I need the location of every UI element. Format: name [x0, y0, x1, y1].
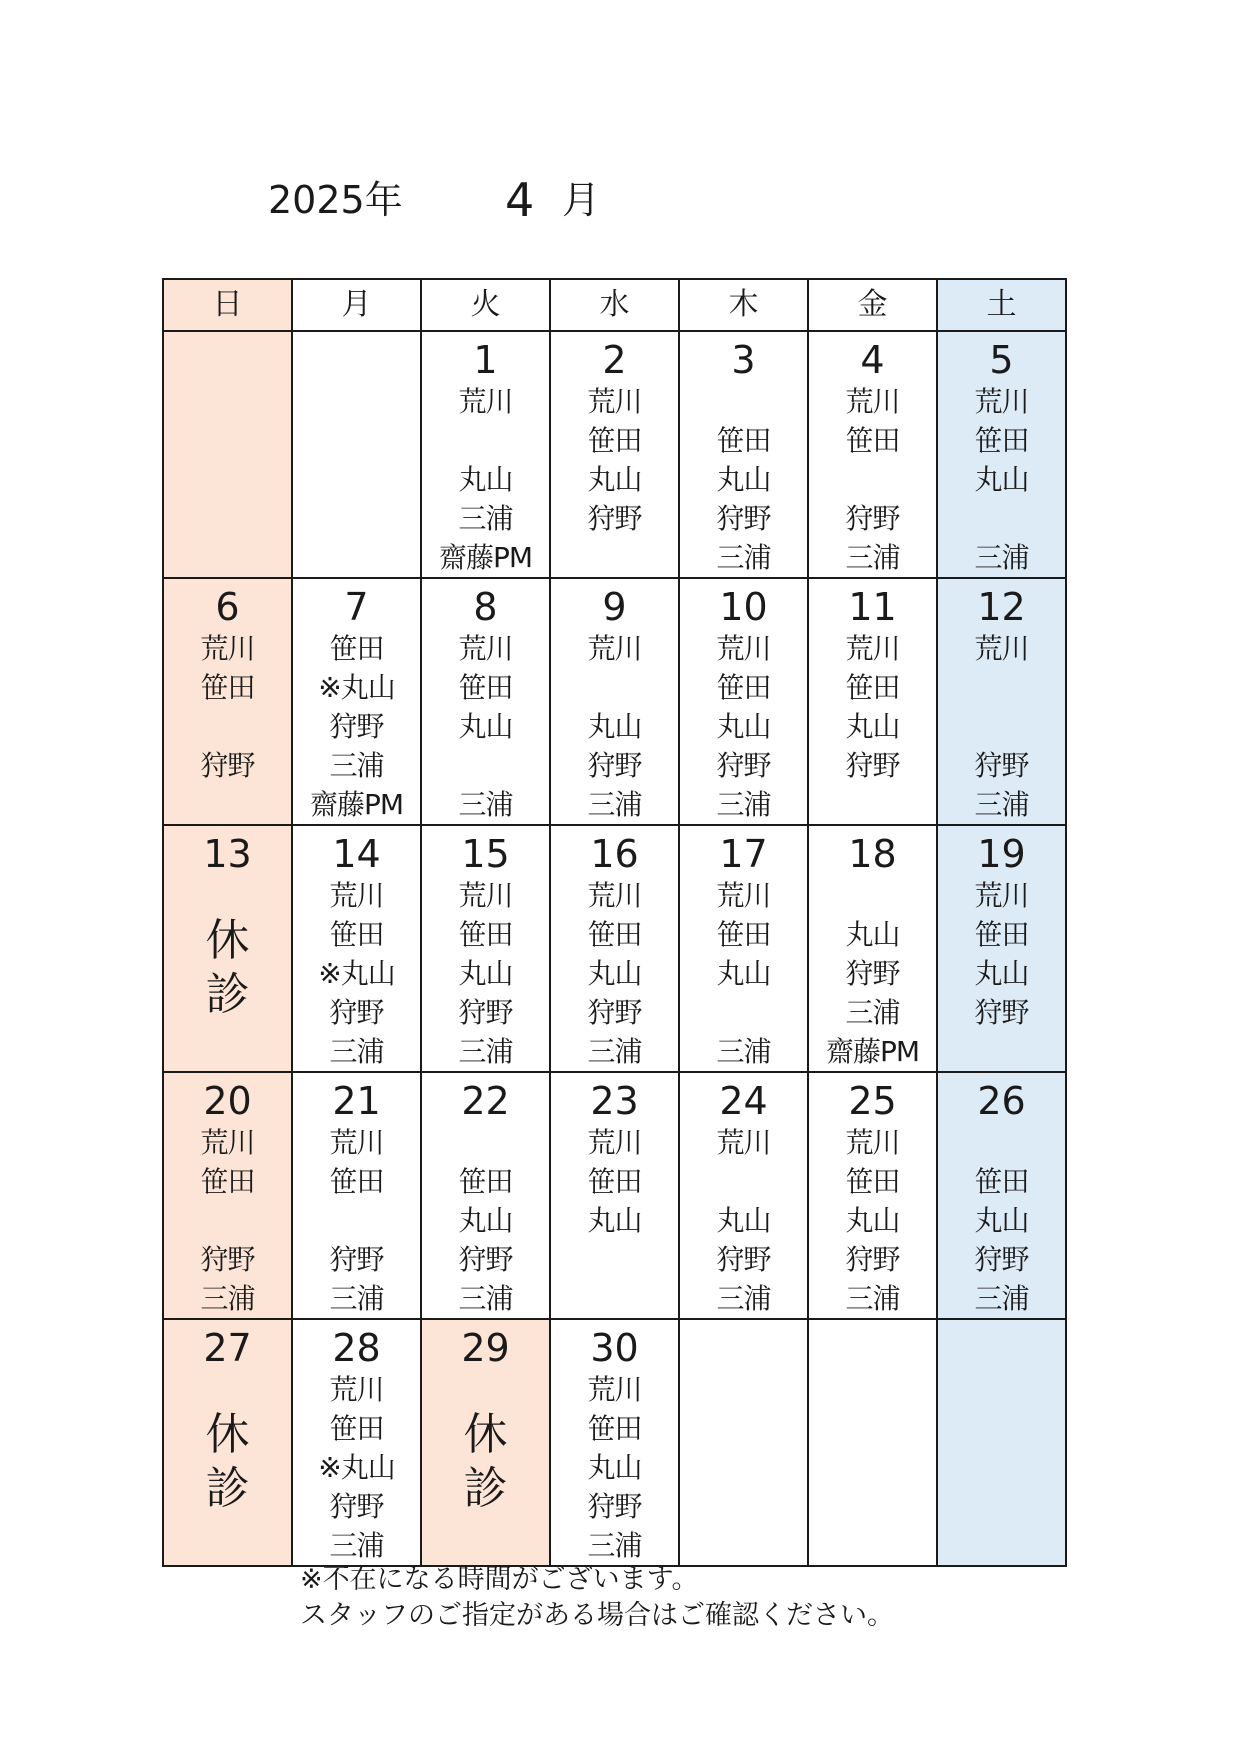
day-cell — [163, 825, 292, 1072]
day-number: 20 — [203, 1079, 252, 1123]
staff-name: 荒川 — [716, 879, 771, 912]
week-row — [163, 825, 1066, 1072]
staff-name: 丸山 — [716, 710, 771, 743]
day-number — [938, 1326, 1065, 1370]
staff-name: 丸山 — [587, 957, 642, 990]
day-number: 17 — [719, 832, 768, 876]
staff-name — [551, 1240, 678, 1279]
day-cell — [292, 578, 421, 825]
staff-name: 三浦 — [458, 1282, 513, 1315]
staff-name: 荒川 — [716, 632, 771, 665]
day-number: 9 — [602, 585, 627, 629]
day-cell — [421, 578, 550, 825]
staff-name: 荒川 — [329, 1373, 384, 1406]
staff-name — [938, 707, 1065, 746]
staff-name: 丸山 — [587, 463, 642, 496]
staff-name: 笹田 — [974, 918, 1029, 951]
staff-name: 三浦 — [845, 1282, 900, 1315]
staff-name: 狩野 — [716, 502, 771, 535]
day-number — [164, 338, 291, 382]
staff-name — [551, 1279, 678, 1318]
staff-name: 荒川 — [458, 385, 513, 418]
staff-name: 丸山 — [587, 1204, 642, 1237]
staff-name: 丸山 — [716, 957, 771, 990]
day-number: 15 — [461, 832, 510, 876]
staff-name: 狩野 — [329, 1243, 384, 1276]
staff-name: 狩野 — [587, 749, 642, 782]
day-number: 28 — [332, 1326, 381, 1370]
staff-name: 狩野 — [329, 996, 384, 1029]
staff-name — [938, 668, 1065, 707]
day-cell — [421, 1319, 550, 1566]
staff-name — [422, 746, 549, 785]
day-number: 1 — [473, 338, 498, 382]
day-number: 22 — [461, 1079, 510, 1123]
day-cell — [421, 331, 550, 578]
staff-name: 三浦 — [716, 541, 771, 574]
staff-name: ※丸山 — [318, 671, 395, 704]
weekday-monday: 月 — [292, 279, 421, 331]
day-cell — [679, 1319, 808, 1566]
staff-name: 狩野 — [458, 996, 513, 1029]
closed-label: 診 — [205, 1463, 250, 1514]
staff-name: 狩野 — [200, 1243, 255, 1276]
staff-name: 笹田 — [974, 1165, 1029, 1198]
week-row — [163, 331, 1066, 578]
staff-name — [551, 538, 678, 577]
day-number: 7 — [344, 585, 369, 629]
day-number: 16 — [590, 832, 639, 876]
day-number — [680, 1326, 807, 1370]
day-number: 27 — [203, 1326, 252, 1370]
staff-name: 荒川 — [200, 632, 255, 665]
staff-name: 狩野 — [587, 502, 642, 535]
day-number: 5 — [989, 338, 1014, 382]
staff-name: 笹田 — [329, 918, 384, 951]
day-number — [809, 1326, 936, 1370]
day-cell — [937, 1072, 1066, 1319]
staff-name: 笹田 — [329, 632, 384, 665]
week-row — [163, 578, 1066, 825]
staff-name: 荒川 — [587, 385, 642, 418]
calendar-year: 2025年 — [268, 178, 403, 222]
day-cell — [163, 578, 292, 825]
staff-name: 笹田 — [845, 671, 900, 704]
staff-name: ※丸山 — [318, 1451, 395, 1484]
day-number: 21 — [332, 1079, 381, 1123]
staff-name: 荒川 — [974, 632, 1029, 665]
day-number: 8 — [473, 585, 498, 629]
day-cell — [550, 578, 679, 825]
day-number: 14 — [332, 832, 381, 876]
staff-name: 丸山 — [587, 710, 642, 743]
day-cell — [550, 1319, 679, 1566]
staff-name: 笹田 — [845, 424, 900, 457]
day-number: 24 — [719, 1079, 768, 1123]
staff-name: 三浦 — [329, 1035, 384, 1068]
staff-name: 狩野 — [845, 502, 900, 535]
staff-name — [938, 1123, 1065, 1162]
day-cell — [808, 331, 937, 578]
staff-name: 丸山 — [458, 1204, 513, 1237]
staff-name: 三浦 — [458, 788, 513, 821]
staff-name: 狩野 — [200, 749, 255, 782]
staff-name: 狩野 — [458, 1243, 513, 1276]
day-number: 3 — [731, 338, 756, 382]
day-cell — [808, 1072, 937, 1319]
staff-name: 三浦 — [587, 788, 642, 821]
staff-name: 狩野 — [845, 749, 900, 782]
staff-name — [680, 382, 807, 421]
staff-name: 笹田 — [329, 1165, 384, 1198]
staff-name — [809, 460, 936, 499]
day-cell — [937, 578, 1066, 825]
day-number: 25 — [848, 1079, 897, 1123]
closed-label: 休 — [205, 1409, 250, 1460]
staff-name: 笹田 — [200, 671, 255, 704]
staff-name: ※丸山 — [318, 957, 395, 990]
staff-name: 笹田 — [587, 1412, 642, 1445]
staff-name — [293, 1201, 420, 1240]
staff-name: 狩野 — [329, 710, 384, 743]
staff-name — [422, 421, 549, 460]
staff-name: 三浦 — [845, 996, 900, 1029]
weekday-thursday: 木 — [679, 279, 808, 331]
day-cell — [808, 1319, 937, 1566]
staff-name: 笹田 — [458, 918, 513, 951]
staff-name: 荒川 — [845, 385, 900, 418]
staff-name: 齋藤PM — [309, 788, 404, 821]
closed-label: 休 — [463, 1409, 508, 1460]
staff-name: 荒川 — [845, 1126, 900, 1159]
staff-name: 丸山 — [974, 957, 1029, 990]
staff-name: 三浦 — [587, 1529, 642, 1562]
staff-name: 齋藤PM — [825, 1035, 920, 1068]
weekday-saturday: 土 — [937, 279, 1066, 331]
day-cell — [679, 1072, 808, 1319]
staff-name: 笹田 — [587, 918, 642, 951]
day-cell — [163, 1319, 292, 1566]
weekday-wednesday: 水 — [550, 279, 679, 331]
weekday-tuesday: 火 — [421, 279, 550, 331]
staff-name: 三浦 — [329, 1282, 384, 1315]
staff-name: 三浦 — [716, 1035, 771, 1068]
staff-name — [680, 993, 807, 1032]
staff-name: 荒川 — [845, 632, 900, 665]
day-cell — [550, 1072, 679, 1319]
staff-name: 三浦 — [974, 541, 1029, 574]
staff-name: 三浦 — [458, 502, 513, 535]
schedule-calendar — [162, 278, 1067, 1567]
weekday-sunday: 日 — [163, 279, 292, 331]
staff-name: 丸山 — [716, 1204, 771, 1237]
staff-name — [938, 499, 1065, 538]
calendar-month-unit: 月 — [562, 178, 601, 222]
day-number: 10 — [719, 585, 768, 629]
staff-name: 荒川 — [458, 879, 513, 912]
staff-name: 狩野 — [716, 749, 771, 782]
day-number: 6 — [215, 585, 240, 629]
day-cell — [937, 331, 1066, 578]
day-cell — [937, 1319, 1066, 1566]
staff-name: 丸山 — [974, 463, 1029, 496]
day-cell — [292, 1072, 421, 1319]
staff-name: 荒川 — [974, 879, 1029, 912]
staff-name: 笹田 — [587, 424, 642, 457]
staff-name: 丸山 — [458, 463, 513, 496]
staff-name: 三浦 — [716, 788, 771, 821]
staff-name: 荒川 — [329, 1126, 384, 1159]
staff-name — [809, 876, 936, 915]
week-row — [163, 1319, 1066, 1566]
staff-name: 荒川 — [587, 1126, 642, 1159]
staff-name: 笹田 — [458, 1165, 513, 1198]
staff-name — [164, 707, 291, 746]
closed-label: 診 — [463, 1463, 508, 1514]
staff-name: 三浦 — [716, 1282, 771, 1315]
staff-name: 丸山 — [845, 918, 900, 951]
day-cell — [679, 578, 808, 825]
day-cell — [292, 331, 421, 578]
staff-name: 丸山 — [845, 710, 900, 743]
staff-name: 狩野 — [974, 1243, 1029, 1276]
staff-name: 荒川 — [716, 1126, 771, 1159]
staff-name: 笹田 — [716, 424, 771, 457]
staff-name: 笹田 — [200, 1165, 255, 1198]
staff-name: 丸山 — [587, 1451, 642, 1484]
staff-name: 三浦 — [587, 1035, 642, 1068]
day-cell — [808, 825, 937, 1072]
staff-name: 狩野 — [716, 1243, 771, 1276]
staff-name: 笹田 — [974, 424, 1029, 457]
staff-name: 狩野 — [329, 1490, 384, 1523]
day-number: 30 — [590, 1326, 639, 1370]
day-number: 4 — [860, 338, 885, 382]
staff-name: 荒川 — [587, 879, 642, 912]
staff-name: 狩野 — [974, 749, 1029, 782]
staff-name: 荒川 — [458, 632, 513, 665]
day-number: 13 — [203, 832, 252, 876]
day-cell — [292, 1319, 421, 1566]
staff-name — [938, 1032, 1065, 1071]
staff-name: 荒川 — [200, 1126, 255, 1159]
staff-name — [809, 785, 936, 824]
staff-name: 荒川 — [587, 632, 642, 665]
staff-name: 狩野 — [587, 996, 642, 1029]
staff-name: 狩野 — [974, 996, 1029, 1029]
staff-name — [551, 668, 678, 707]
staff-name: 荒川 — [587, 1373, 642, 1406]
staff-name: 三浦 — [974, 788, 1029, 821]
staff-name: 三浦 — [458, 1035, 513, 1068]
staff-name: 三浦 — [200, 1282, 255, 1315]
staff-name: 笹田 — [587, 1165, 642, 1198]
day-number: 19 — [977, 832, 1026, 876]
day-cell — [808, 578, 937, 825]
day-cell — [679, 825, 808, 1072]
staff-name: 三浦 — [329, 749, 384, 782]
day-cell — [550, 331, 679, 578]
staff-name: 荒川 — [329, 879, 384, 912]
staff-name: 笹田 — [845, 1165, 900, 1198]
day-number: 26 — [977, 1079, 1026, 1123]
staff-name: 笹田 — [716, 671, 771, 704]
day-cell — [163, 331, 292, 578]
day-cell — [937, 825, 1066, 1072]
day-number: 2 — [602, 338, 627, 382]
weekday-header-row — [163, 279, 1066, 331]
staff-name — [164, 1201, 291, 1240]
note-absence: ※不在になる時間がございます。 — [300, 1564, 699, 1595]
staff-name: 三浦 — [329, 1529, 384, 1562]
staff-name: 笹田 — [329, 1412, 384, 1445]
staff-name: 丸山 — [845, 1204, 900, 1237]
staff-name — [680, 1162, 807, 1201]
staff-name: 狩野 — [845, 957, 900, 990]
day-cell — [679, 331, 808, 578]
day-cell — [550, 825, 679, 1072]
staff-name: 狩野 — [845, 1243, 900, 1276]
day-cell — [421, 825, 550, 1072]
day-cell — [421, 1072, 550, 1319]
staff-name: 笹田 — [458, 671, 513, 704]
day-cell — [163, 1072, 292, 1319]
day-number: 12 — [977, 585, 1026, 629]
day-number: 23 — [590, 1079, 639, 1123]
staff-name: 齋藤PM — [438, 541, 533, 574]
staff-name: 笹田 — [716, 918, 771, 951]
staff-name: 丸山 — [716, 463, 771, 496]
staff-name: 荒川 — [974, 385, 1029, 418]
staff-name — [164, 785, 291, 824]
weekday-friday: 金 — [808, 279, 937, 331]
day-number — [293, 338, 420, 382]
day-cell — [292, 825, 421, 1072]
staff-name: 丸山 — [458, 710, 513, 743]
closed-label: 休 — [205, 915, 250, 966]
note-staff-request: スタッフのご指定がある場合はご確認ください。 — [300, 1600, 894, 1631]
staff-name: 三浦 — [845, 541, 900, 574]
staff-name: 三浦 — [974, 1282, 1029, 1315]
calendar-month-number: 4 — [505, 173, 535, 227]
staff-name: 狩野 — [587, 1490, 642, 1523]
closed-label: 診 — [205, 969, 250, 1020]
staff-name: 丸山 — [974, 1204, 1029, 1237]
staff-name — [422, 1123, 549, 1162]
day-number: 11 — [848, 585, 897, 629]
week-row — [163, 1072, 1066, 1319]
day-number: 29 — [461, 1326, 510, 1370]
staff-name: 丸山 — [458, 957, 513, 990]
day-number: 18 — [848, 832, 897, 876]
